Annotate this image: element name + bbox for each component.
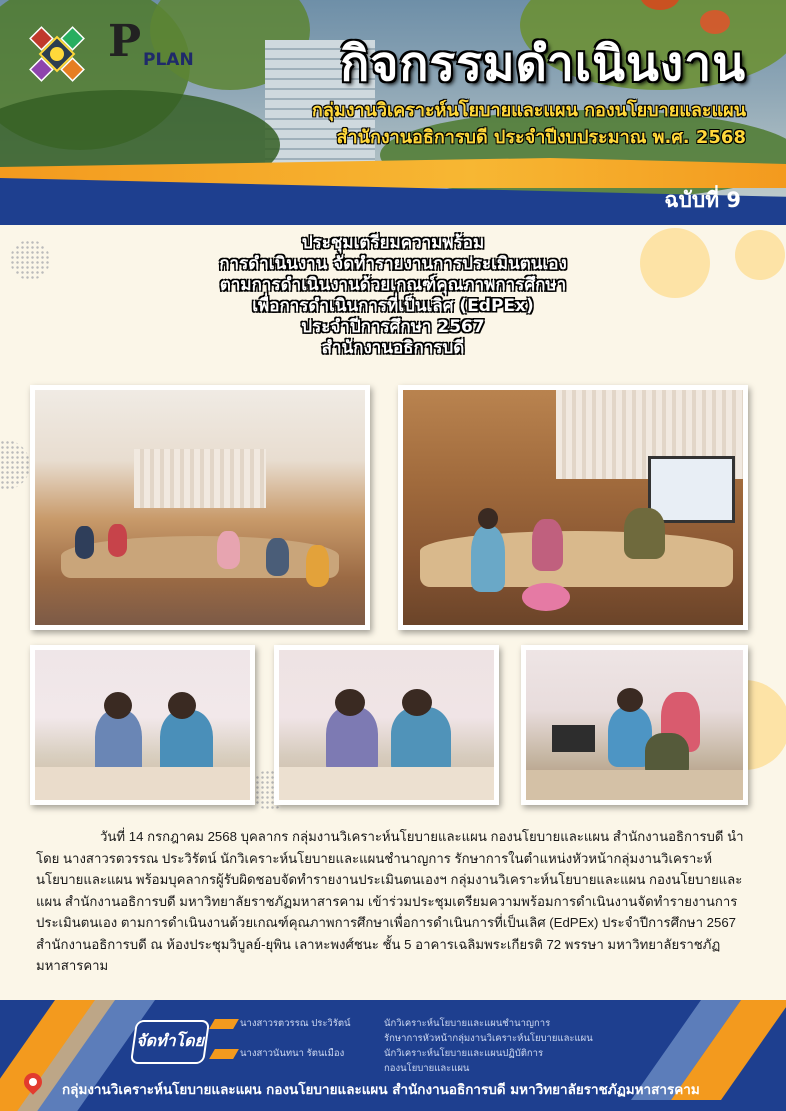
credit-role-1b: รักษาการหัวหน้ากลุ่มงานวิเคราะห์นโยบายและแผน [384, 1033, 593, 1044]
issue-number: ฉบับที่ 9 [664, 188, 741, 212]
made-by-badge [130, 1020, 210, 1064]
decor-dots [0, 440, 30, 490]
photo-meeting-room [30, 385, 370, 630]
topic-line: ประชุมเตรียมความพร้อม [301, 233, 485, 253]
credit-name-2: นางสาวนันทนา รัตนเมือง [240, 1048, 345, 1059]
photo-reviewing-docs [274, 645, 499, 805]
topic-line: ประจำปีการศึกษา 2567 [301, 317, 485, 337]
credit-role-2a: นักวิเคราะห์นโยบายและแผนปฏิบัติการ [384, 1048, 544, 1059]
news-paragraph-text: วันที่ 14 กรกฎาคม 2568 บุคลากร กลุ่มงานวิเคราะห์นโยบายและแผน กองนโยบายและแผน สำนักงานอธิการบดี นำโดย นางสาวรตวรรณ ประวิรัตน์ นักวิเคราะห์นโยบายและแผนชำนาญการ รักษาการในตำแหน่งหัวหน้ากลุ่มงานวิเคราะห์นโยบายและแผน พร้อมบุคลากรผู้รับผิดชอบจัดทำรายงานประเมินตนเองฯ กลุ่มงานวิเคราะห์นโยบายและแผน กองนโยบายและแผน สำนักงานอธิการบดี มหาวิทยาลัยราชภัฏมหาสารคาม เข้าร่วมประชุมเตรียมความพร้อมการดำเนินงานจัดทำรายงานการประเมินตนเอง ตามการดำเนินงานด้วยเกณฑ์คุณภาพการศึกษาเพื่อการดำเนินการที่เป็นเลิศ (EdPEx) ประจำปีการศึกษา 2567 สำนักงานอธิการบดี ณ ห้องประชุมวิบูลย์-ยุพิน เลาหะพงศ์ชนะ ชั้น 5 อาคารเฉลิมพระเกียรติ 72 พรรษา มหาวิทยาลัยราชภัฏมหาสารคาม [36, 829, 744, 973]
topic-heading [60, 233, 726, 359]
plan-logo-p: P [108, 16, 142, 67]
topic-line: สำนักงานอธิการบดี [321, 338, 465, 358]
projector-screen [648, 456, 736, 523]
decor-circle [735, 230, 785, 280]
topic-line: การดำเนินงาน จัดทำรายงานการประเมินตนเอง [219, 254, 567, 274]
laptop [552, 725, 595, 752]
credit-role-2b: กองนโยบายและแผน [384, 1063, 470, 1074]
plan-logo [108, 16, 194, 90]
flower-arrangement [522, 583, 570, 611]
photo-two-staff [30, 645, 255, 805]
news-paragraph [36, 826, 748, 977]
made-by-label: จัดทำโดย [136, 1031, 204, 1050]
credit-role-1a: นักวิเคราะห์นโยบายและแผนชำนาญการ [384, 1018, 551, 1029]
photo-laptop-work [521, 645, 748, 805]
footer-address: กลุ่มงานวิเคราะห์นโยบายและแผน กองนโยบายและแผน สำนักงานอธิการบดี มหาวิทยาลัยราชภัฏมหาสารคาม [62, 1082, 700, 1098]
topic-line: ตามการดำเนินงานด้วยเกณฑ์คุณภาพการศึกษา [219, 275, 567, 295]
header-subtitle-2: สำนักงานอธิการบดี ประจำปีงบประมาณ พ.ศ. 2568 [336, 127, 746, 148]
photo-meeting-table [398, 385, 748, 630]
credit-name-1: นางสาวรตวรรณ ประวิรัตน์ [240, 1018, 351, 1029]
university-logo [20, 18, 95, 88]
topic-line: เพื่อการดำเนินการที่เป็นเลิศ (EdPEx) [252, 296, 534, 316]
plan-logo-text: PLAN [143, 50, 194, 70]
page-title: กิจกรรมดำเนินงาน [340, 36, 746, 92]
decor-dots [10, 240, 50, 280]
header-subtitle-1: กลุ่มงานวิเคราะห์นโยบายและแผน กองนโยบายและแผน [311, 100, 746, 121]
